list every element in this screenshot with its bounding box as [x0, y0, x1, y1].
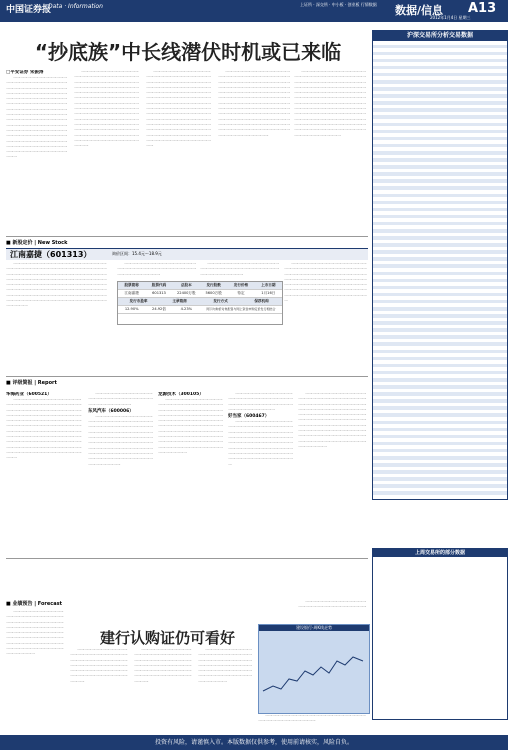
article-column-3: 一一一一一一一一一一一一一一一一一一一一一一一一一一一一一一一一一一一一一一一一一一一一一一一一一一一一一一一一一一一一一一一一一一一一一一一一一一一一一一一一一一一一一一一一一一一一一一一一一一一一一一一一一一一一一一一一一一一一一一一一一一一一一一一一一一一一一一一一一一一一一一一一一一一一一一一一一一一一一一一一一一一一一一一一一一一一一一一一一一一一一一一一一一一一一一一一一一一一一一一一一一一一一一一一一一一一一一一一一一一一一一一一一一一一一一一一一一一一一一一一一一一一一一一一一一一一 — [146, 70, 211, 149]
review-item-title: 华海药业（600521） — [6, 392, 52, 397]
stock-column-2: 一一一一一一一一一一一一一一一一一一一一一一一一一一一一一一一一一一一一一一一一一一一一一一一一一一一一一一 — [117, 262, 197, 277]
main-headline: “抄底族”中长线潜伏时机或已来临 — [34, 40, 342, 64]
forecast-column-6: 一一一一一一一一一一一一一一一一一一一一一一一一一一一一一一一一一一一一 — [298, 600, 367, 610]
table-header-row — [118, 298, 282, 306]
chart-trend-line — [263, 657, 363, 691]
article-column-4: 一一一一一一一一一一一一一一一一一一一一一一一一一一一一一一一一一一一一一一一一一一一一一一一一一一一一一一一一一一一一一一一一一一一一一一一一一一一一一一一一一一一一一一一一一一一一一一一一一一一一一一一一一一一一一一一一一一一一一一一一一一一一一一一一一一一一一一一一一一一一一一一一一一一一一一一一一一一一一一一一一一一一一一一一一一一一一一一一一一一一一一一一一一一一一一一一一一一一一一一一一一一一一一一一一一一一一一一一一一一一一一一一一一一一一一一一一一一一一一一一一一一一一一一一一一一一 — [218, 70, 290, 138]
author-line: □平安证券 宋振涛 — [6, 70, 44, 75]
divider-line — [6, 376, 368, 377]
exchange-data-table — [372, 30, 508, 500]
review-item-title: 好当家（600467） — [228, 414, 270, 420]
section-heading-forecast: ■ 业绩预告 | Forecast — [6, 601, 62, 607]
table-cell: 江南嘉捷 — [124, 291, 139, 295]
table-row — [118, 306, 282, 314]
review-item-title: 龙源技术（300105） — [158, 392, 204, 397]
ipo-data-table — [117, 281, 283, 325]
page-number: A13 — [468, 1, 497, 16]
table-header-cell: 发行股数 — [206, 283, 221, 287]
secondary-headline: 建行认购证仍可看好 — [100, 629, 236, 647]
stock-box-subtitle: 询价区间：15.4元～18.9元 — [112, 251, 162, 256]
section-name: 数据/信息 — [395, 4, 444, 17]
forecast-column-1: 一一一一一一一一一一一一一一一一一一一一一一一一一一一一一一一一一一一一一一一一一一一一一一一一一一一一一一一一一一一一一一一一一一一一一一一一一一一一一一一一一一一一一一一一一一一一一一一一一一一一一一一一一一一一一一一一一一一一一一一一一一一一一一一一一一一一一一 — [6, 610, 64, 657]
table-row — [118, 290, 282, 298]
table-cell: 1月16日 — [261, 291, 276, 295]
section-heading-new-stock: ■ 新股定价 | New Stock — [6, 240, 68, 246]
masthead-middle-text: 上证所 · 深交所 · 中小板 · 创业板 行情数据 — [300, 2, 377, 7]
table-title: 沪深交易所分析交易数据 — [373, 31, 507, 41]
chart-graphic — [259, 631, 369, 711]
table-header-cell: 上市日期 — [261, 283, 276, 287]
forecast-column-4: 一一一一一一一一一一一一一一一一一一一一一一一一一一一一一一一一一一一一一一一一一一一一一一一一一一一一一一一一一一一一一一一一一一一一一一一一一一一一一一一一一一一一一一一一一一一一一一一一 — [198, 648, 252, 684]
review-column-5: 一一一一一一一一一一一一一一一一一一一一一一一一一一一一一一一一一一一一一一一一一一一一一一一一一一一一一一一一一一一一一一一一一一一一一一一一一一一一一一一一一一一一一一一一一一一一一一一一一一一一一一一一一一一一一一一一一一一一一一一一一一一一一一一一一一一一一一一一一一一一一一一一一一一一一一一一一一一一一一一一一一一一一一一一一一一一一一一一一一一一一一一一一一一一一一一一一一一一 — [298, 392, 367, 449]
stock-column-3: 一一一一一一一一一一一一一一一一一一一一一一一一一一一一一一一一一一一一一一一一一一一一一一一一一一一一一一 — [200, 262, 280, 277]
table-header-cell: 保荐机构 — [254, 299, 269, 303]
forecast-column-3: 一一一一一一一一一一一一一一一一一一一一一一一一一一一一一一一一一一一一一一一一一一一一一一一一一一一一一一一一一一一一一一一一一一一一一一一一一一一一一一一一一一一一一一一一一一一一一一一一一一 — [134, 648, 192, 684]
divider-line — [6, 236, 368, 237]
review-column-2: 一一一一一一一一一一一一一一一一一一一一一一一一一一一一一一一一一一一一一一一一一一一一一一 东风汽车（600006） 一一一一一一一一一一一一一一一一一一一一一一一一一一一一一一一一一一一一一一一一一一一一一一一一一一一一一一一一一一一一一一一一一一一一一一一一一一一一一一一一一一一一一一一一一一一一一一一一一一一一一一一一一一一一一一一一一一一一一一一一一一一一一一一一一一一一一一一一一一一一一一一一一一一一一一一一一一一一一一一一一一一一一一一一一 — [88, 392, 153, 467]
table-cell: 待定 — [237, 291, 245, 295]
weekly-data-table — [372, 548, 508, 720]
review-item-title: 东风汽车（600006） — [88, 408, 134, 414]
table-header-cell: 发行方式 — [213, 299, 228, 303]
table-cell: 4.23% — [180, 307, 193, 311]
table-body — [373, 41, 507, 495]
table-header-cell: 股票简称 — [124, 283, 139, 287]
masthead-logo: 中国证券报 — [6, 5, 52, 15]
table-row — [373, 491, 507, 495]
review-column-3: 龙源技术（300105） 一一一一一一一一一一一一一一一一一一一一一一一一一一一一一一一一一一一一一一一一一一一一一一一一一一一一一一一一一一一一一一一一一一一一一一一一一一一一一一一一一一一一一一一一一一一一一一一一一一一一一一一一一一一一一一一一一一一一一一一一一一一一一一一一一一一一一一一一一一一一一一一一一一一一一一一一一一一一一一一一一一一一一一一一一一一一一一一一一一一一一一一一一一 — [158, 392, 223, 455]
table-title: 上周交易所的部分数据 — [373, 549, 507, 557]
forecast-column-5: 一一一一一一一一一一一一一一一一一一一一一一一一一一一一一一一一一一一一一一一一一一一一 — [258, 714, 366, 724]
chart-caption: 建设银行-周K线走势 — [259, 625, 369, 631]
stock-column-1: 一一一一一一一一一一一一一一一一一一一一一一一一一一一一一一一一一一一一一一一一一一一一一一一一一一一一一一一一一一一一一一一一一一一一一一一一一一一一一一一一一一一一一一一一一一一一一一一一一一一一一一一一一一一一一一一一一一一一一一一一一一一一一一一一一一一一一一一一一一一一一一一一一一一一一一一一一一一一一一一一一一一一一一一一一一一一一一一一一一一一一一一一一一一一一一一一一一一一一一一一一一一一一一一一一一一一一一一一一一一一一一一一一一一一 — [6, 262, 107, 309]
masthead-subtitle: Data · Information — [48, 3, 103, 10]
stock-column-4: 一一一一一一一一一一一一一一一一一一一一一一一一一一一一一一一一一一一一一一一一一一一一一一一一一一一一一一一一一一一一一一一一一一一一一一一一一一一一一一一一一一一一一一一一一一一一一一一一一一一一一一一一一一一一一一一一一一一一一一一一一一一一一一一一一一一一一一一一一一一一一一一一一一一一一一一一一一一一一一一一 — [284, 262, 367, 304]
table-header-row — [118, 282, 282, 290]
stock-box-title: 江南嘉捷（601313） — [10, 250, 92, 259]
article-column-1: □平安证券 宋振涛 一一一一一一一一一一一一一一一一一一一一一一一一一一一一一一一一一一一一一一一一一一一一一一一一一一一一一一一一一一一一一一一一一一一一一一一一一一一一一一一一一一一一一一一一一一一一一一一一一一一一一一一一一一一一一一一一一一一一一一一一一一一一一一一一一一一一一一一一一一一一一一一一一一一一一一一一一一一一一一一一一一一一一一一一一一一一一一一一一一一一一一一一一一一一一一一一一一一一一一一一一一一一一一一一一一一一一一一一一一一一一一一一一一一一一一一一一一一一一一一一一一一一一一一一一一一一一一一一 — [6, 70, 70, 235]
article-column-5: 一一一一一一一一一一一一一一一一一一一一一一一一一一一一一一一一一一一一一一一一一一一一一一一一一一一一一一一一一一一一一一一一一一一一一一一一一一一一一一一一一一一一一一一一一一一一一一一一一一一一一一一一一一一一一一一一一一一一一一一一一一一一一一一一一一一一一一一一一一一一一一一一一一一一一一一一一一一一一一一一一一一一一一一一一一一一一一一一一一一一一一一一一一一一一一一一一一一一一一一一一一一一一一一一一一一一一一一一一一一一一一一一一一一一一一一一一一一一一一一一一一一一一一一一一一一 — [294, 70, 366, 138]
table-header-cell: 主承销商 — [172, 299, 187, 303]
table-header-cell: 总股本 — [180, 283, 192, 287]
stock-chart-figure — [258, 624, 370, 714]
table-cell: 24.92倍 — [152, 307, 166, 311]
table-cell: 601313 — [152, 291, 166, 295]
forecast-column-2: 一一一一一一一一一一一一一一一一一一一一一一一一一一一一一一一一一一一一一一一一一一一一一一一一一一一一一一一一一一一一一一一一一一一一一一一一一一一一一一一一一一一一一一一一一一一一一一一一一一 — [70, 648, 128, 684]
issue-date: 2012年1月4日 星期三 — [430, 15, 471, 20]
divider-line — [6, 558, 368, 559]
review-column-1: 华海药业（600521） 一一一一一一一一一一一一一一一一一一一一一一一一一一一一一一一一一一一一一一一一一一一一一一一一一一一一一一一一一一一一一一一一一一一一一一一一一一一一一一一一一一一一一一一一一一一一一一一一一一一一一一一一一一一一一一一一一一一一一一一一一一一一一一一一一一一一一一一一一一一一一一一一一一一一一一一一一一一一一一一一一一一一一一一一一一一一一一一一一一一一一一一一一一一一一一一一一一一一一一一一一一一一一一一一一一一一一一一一一一一一一一一一一一一一一一一一 — [6, 392, 84, 552]
table-header-cell: 股票代码 — [151, 283, 167, 287]
table-cell: 网下向询价对象配售与网上资金申购定价发行相结合 — [206, 307, 276, 311]
table-cell: 12.90% — [124, 307, 139, 311]
table-header-cell: 发行价格 — [233, 283, 249, 287]
review-column-4: 一一一一一一一一一一一一一一一一一一一一一一一一一一一一一一一一一一一一一一一一一一一一一一一一一一一一一一一一一一一一一一一一一 好当家（600467） 一一一一一一一一一一一一一一一一一一一一一一一一一一一一一一一一一一一一一一一一一一一一一一一一一一一一一一一一一一一一一一一一一一一一一一一一一一一一一一一一一一一一一一一一一一一一一一一一一一一一一一一一一一一一一一一一一一一一一一一一一一一一一一一一一一一一一一一一一一一一一一一 — [228, 392, 293, 467]
masthead-bar — [0, 0, 508, 22]
table-header-cell: 发行市盈率 — [129, 299, 148, 303]
footer-bar: 投资有风险，请谨慎入市。本版数据仅供参考，使用前请核实，风险自负。 — [0, 735, 508, 750]
article-column-2: 一一一一一一一一一一一一一一一一一一一一一一一一一一一一一一一一一一一一一一一一一一一一一一一一一一一一一一一一一一一一一一一一一一一一一一一一一一一一一一一一一一一一一一一一一一一一一一一一一一一一一一一一一一一一一一一一一一一一一一一一一一一一一一一一一一一一一一一一一一一一一一一一一一一一一一一一一一一一一一一一一一一一一一一一一一一一一一一一一一一一一一一一一一一一一一一一一一一一一一一一一一一一一一一一一一一一一一一一一一一一一一一一一一一一一一一一一一一一一一一一一一一一一一一一一一一一一一 — [74, 70, 139, 149]
table-cell: 5600万股 — [205, 291, 222, 295]
table-cell: 22400万股 — [177, 291, 196, 295]
section-heading-review: ■ 评级简报 | Report — [6, 380, 57, 386]
